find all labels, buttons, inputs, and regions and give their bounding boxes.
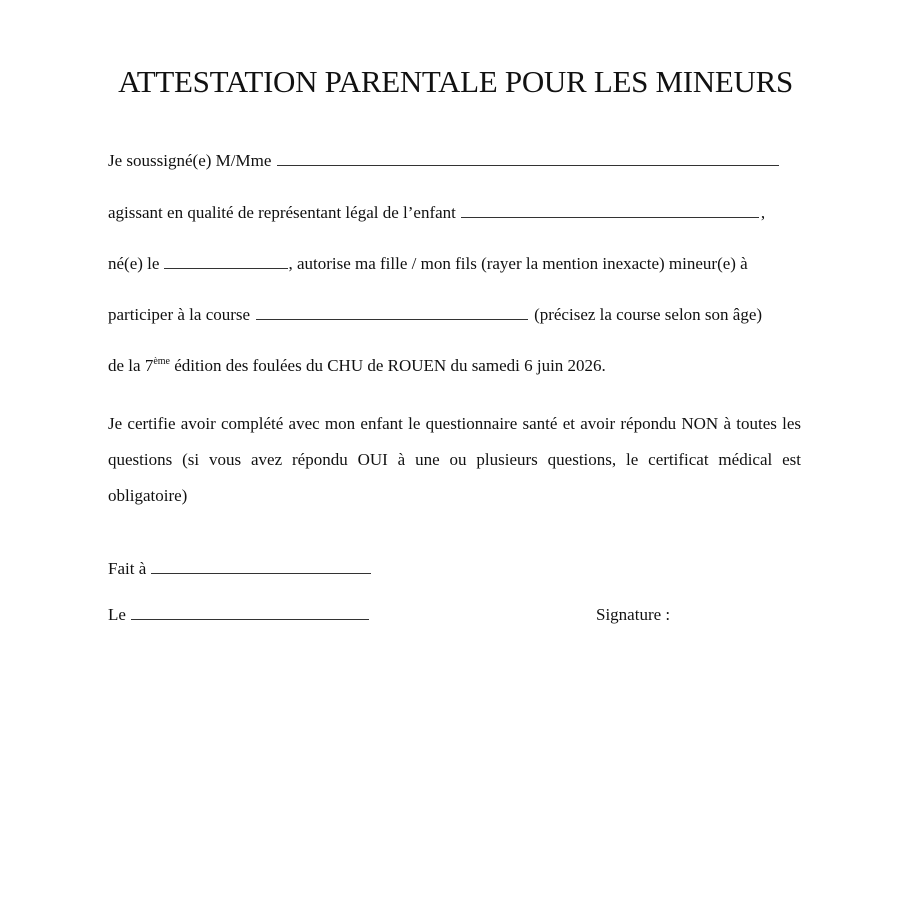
race-label: participer à la course	[108, 305, 251, 324]
edition-superscript: ème	[153, 356, 170, 367]
edition-text: édition des foulées du CHU de ROUEN du samedi 6 juin 2026.	[169, 356, 606, 375]
child-name-suffix: ,	[760, 203, 766, 222]
place-field[interactable]	[151, 559, 371, 574]
certification-paragraph: Je certifie avoir complété avec mon enfant le questionnaire santé et avoir répondu NON à toutes les questions (si vous avez répondu OUI à une ou plusieurs questions, le certificat médical est obligatoire)	[108, 414, 801, 505]
date-line	[108, 605, 371, 625]
document-title: ATTESTATION PARENTALE POUR LES MINEURS	[118, 64, 793, 99]
parent-name-field[interactable]	[277, 151, 779, 166]
birthdate-label: né(e) le	[108, 254, 160, 273]
parent-name-line	[108, 151, 781, 171]
place-label: Fait à	[108, 559, 147, 578]
edition-line	[108, 356, 606, 376]
child-name-field[interactable]	[461, 203, 759, 218]
date-field[interactable]	[131, 605, 369, 620]
parent-name-label: Je soussigné(e) M/Mme	[108, 151, 272, 170]
signature-label: Signature :	[596, 605, 671, 624]
date-label: Le	[108, 605, 126, 624]
birthdate-line	[108, 254, 748, 274]
race-field[interactable]	[256, 305, 528, 320]
edition-prefix: de la 7	[108, 356, 154, 375]
race-line	[108, 305, 762, 325]
place-line	[108, 559, 373, 579]
race-hint: (précisez la course selon son âge)	[534, 305, 763, 324]
child-name-line	[108, 203, 765, 223]
birthdate-suffix: , autorise ma fille / mon fils (rayer la mention inexacte) mineur(e) à	[288, 254, 748, 273]
child-name-label: agissant en qualité de représentant légal de l’enfant	[108, 203, 456, 222]
birthdate-field[interactable]	[164, 254, 288, 269]
